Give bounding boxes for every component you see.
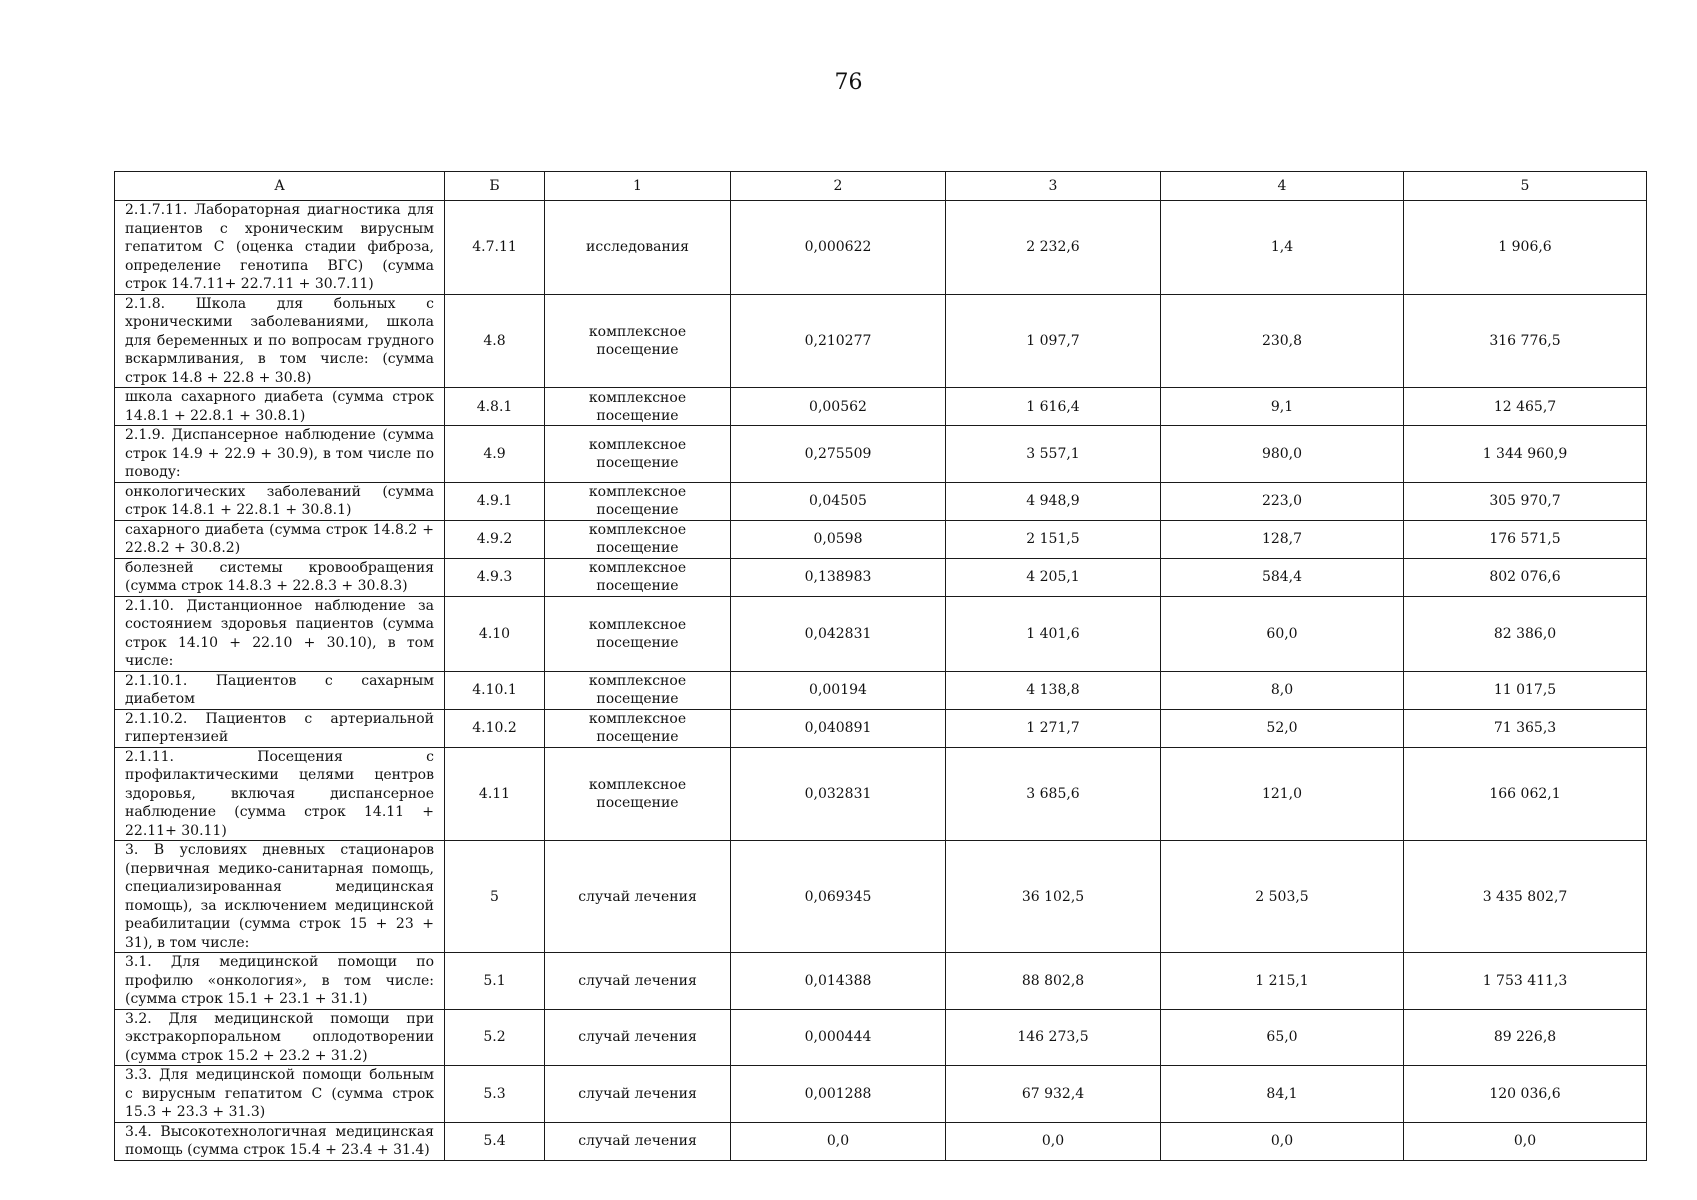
- table-row: [115, 1122, 1647, 1160]
- row-code: 4.7.11: [445, 201, 545, 295]
- row-unit: комплексное посещение: [545, 426, 731, 483]
- row-value-2: 0,275509: [731, 426, 946, 483]
- row-description: 2.1.8. Школа для больных с хроническими заболеваниями, школа для беременных и по вопросам грудного вскармливания, в том числе: (сумма строк 14.8 + 22.8 + 30.8): [115, 294, 445, 388]
- column-header: 1: [545, 172, 731, 201]
- row-description: 2.1.9. Диспансерное наблюдение (сумма строк 14.9 + 22.9 + 30.9), в том числе по поводу:: [115, 426, 445, 483]
- row-value-3: 0,0: [946, 1122, 1161, 1160]
- row-value-5: 0,0: [1404, 1122, 1647, 1160]
- page-number: 76: [834, 70, 863, 95]
- row-value-4: 128,7: [1161, 520, 1404, 558]
- row-value-5: 3 435 802,7: [1404, 841, 1647, 953]
- table-body: [115, 201, 1647, 1161]
- row-unit: случай лечения: [545, 1066, 731, 1123]
- table-row: [115, 1066, 1647, 1123]
- row-value-4: 60,0: [1161, 596, 1404, 671]
- row-value-4: 65,0: [1161, 1009, 1404, 1066]
- row-unit: комплексное посещение: [545, 388, 731, 426]
- row-value-5: 802 076,6: [1404, 558, 1647, 596]
- row-value-5: 1 906,6: [1404, 201, 1647, 295]
- table-row: [115, 558, 1647, 596]
- column-header: А: [115, 172, 445, 201]
- table-row: [115, 426, 1647, 483]
- row-code: 4.8: [445, 294, 545, 388]
- row-unit: комплексное посещение: [545, 558, 731, 596]
- row-value-5: 82 386,0: [1404, 596, 1647, 671]
- row-value-4: 230,8: [1161, 294, 1404, 388]
- row-code: 5: [445, 841, 545, 953]
- row-description: 2.1.11. Посещения с профилактическими целями центров здоровья, включая диспансерное наблюдение (сумма строк 14.11 + 22.11+ 30.11): [115, 747, 445, 841]
- table-row: [115, 841, 1647, 953]
- row-code: 4.9: [445, 426, 545, 483]
- row-description: 2.1.10.2. Пациентов с артериальной гипертензией: [115, 709, 445, 747]
- row-value-3: 2 151,5: [946, 520, 1161, 558]
- row-unit: комплексное посещение: [545, 747, 731, 841]
- row-value-2: 0,00562: [731, 388, 946, 426]
- row-value-4: 584,4: [1161, 558, 1404, 596]
- row-unit: случай лечения: [545, 1009, 731, 1066]
- row-code: 4.10: [445, 596, 545, 671]
- row-code: 5.3: [445, 1066, 545, 1123]
- row-code: 4.9.3: [445, 558, 545, 596]
- row-value-2: 0,000444: [731, 1009, 946, 1066]
- row-value-2: 0,000622: [731, 201, 946, 295]
- row-value-3: 2 232,6: [946, 201, 1161, 295]
- row-value-3: 1 271,7: [946, 709, 1161, 747]
- row-unit: комплексное посещение: [545, 671, 731, 709]
- row-value-5: 12 465,7: [1404, 388, 1647, 426]
- row-description: 2.1.7.11. Лабораторная диагностика для пациентов с хроническим вирусным гепатитом С (оценка стадии фиброза, определение генотипа ВГС) (сумма строк 14.7.11+ 22.7.11 + 30.7.11): [115, 201, 445, 295]
- table-row: [115, 671, 1647, 709]
- row-value-5: 305 970,7: [1404, 482, 1647, 520]
- table-header-row: [115, 172, 1647, 201]
- table-row: [115, 388, 1647, 426]
- row-value-3: 4 138,8: [946, 671, 1161, 709]
- row-code: 5.2: [445, 1009, 545, 1066]
- row-value-2: 0,014388: [731, 953, 946, 1010]
- column-header: 3: [946, 172, 1161, 201]
- row-value-5: 166 062,1: [1404, 747, 1647, 841]
- row-value-3: 3 685,6: [946, 747, 1161, 841]
- row-description: 2.1.10.1. Пациентов с сахарным диабетом: [115, 671, 445, 709]
- column-header: 4: [1161, 172, 1404, 201]
- row-unit: комплексное посещение: [545, 294, 731, 388]
- row-value-2: 0,210277: [731, 294, 946, 388]
- row-value-4: 980,0: [1161, 426, 1404, 483]
- row-code: 4.10.1: [445, 671, 545, 709]
- row-value-3: 1 401,6: [946, 596, 1161, 671]
- row-value-5: 11 017,5: [1404, 671, 1647, 709]
- row-value-3: 4 948,9: [946, 482, 1161, 520]
- row-description: 3.1. Для медицинской помощи по профилю «онкология», в том числе: (сумма строк 15.1 + 23.1 + 31.1): [115, 953, 445, 1010]
- row-unit: случай лечения: [545, 1122, 731, 1160]
- row-code: 4.8.1: [445, 388, 545, 426]
- row-value-2: 0,069345: [731, 841, 946, 953]
- row-code: 5.4: [445, 1122, 545, 1160]
- row-value-4: 1 215,1: [1161, 953, 1404, 1010]
- row-value-2: 0,0598: [731, 520, 946, 558]
- table-row: [115, 953, 1647, 1010]
- row-value-3: 67 932,4: [946, 1066, 1161, 1123]
- row-description: школа сахарного диабета (сумма строк 14.8.1 + 22.8.1 + 30.8.1): [115, 388, 445, 426]
- table-row: [115, 596, 1647, 671]
- row-description: 3.3. Для медицинской помощи больным с вирусным гепатитом С (сумма строк 15.3 + 23.3 + 31.3): [115, 1066, 445, 1123]
- row-value-5: 316 776,5: [1404, 294, 1647, 388]
- table-row: [115, 709, 1647, 747]
- row-value-4: 84,1: [1161, 1066, 1404, 1123]
- row-unit: комплексное посещение: [545, 709, 731, 747]
- row-description: 2.1.10. Дистанционное наблюдение за состоянием здоровья пациентов (сумма строк 14.10 + 22.10 + 30.10), в том числе:: [115, 596, 445, 671]
- row-code: 5.1: [445, 953, 545, 1010]
- row-value-2: 0,032831: [731, 747, 946, 841]
- row-value-3: 4 205,1: [946, 558, 1161, 596]
- row-value-4: 2 503,5: [1161, 841, 1404, 953]
- row-value-4: 121,0: [1161, 747, 1404, 841]
- table-row: [115, 747, 1647, 841]
- row-value-4: 8,0: [1161, 671, 1404, 709]
- row-value-3: 146 273,5: [946, 1009, 1161, 1066]
- row-value-5: 120 036,6: [1404, 1066, 1647, 1123]
- row-value-4: 52,0: [1161, 709, 1404, 747]
- row-description: болезней системы кровообращения (сумма строк 14.8.3 + 22.8.3 + 30.8.3): [115, 558, 445, 596]
- column-header: 5: [1404, 172, 1647, 201]
- row-description: 3.2. Для медицинской помощи при экстракорпоральном оплодотворении (сумма строк 15.2 + 23.2 + 31.2): [115, 1009, 445, 1066]
- row-code: 4.9.1: [445, 482, 545, 520]
- row-value-3: 1 097,7: [946, 294, 1161, 388]
- row-description: онкологических заболеваний (сумма строк 14.8.1 + 22.8.1 + 30.8.1): [115, 482, 445, 520]
- row-value-3: 36 102,5: [946, 841, 1161, 953]
- data-table: [114, 171, 1647, 1161]
- row-description: сахарного диабета (сумма строк 14.8.2 + 22.8.2 + 30.8.2): [115, 520, 445, 558]
- table-row: [115, 294, 1647, 388]
- row-unit: комплексное посещение: [545, 482, 731, 520]
- row-value-2: 0,0: [731, 1122, 946, 1160]
- row-value-4: 223,0: [1161, 482, 1404, 520]
- row-value-3: 1 616,4: [946, 388, 1161, 426]
- row-code: 4.11: [445, 747, 545, 841]
- row-value-3: 3 557,1: [946, 426, 1161, 483]
- row-value-5: 89 226,8: [1404, 1009, 1647, 1066]
- row-value-4: 1,4: [1161, 201, 1404, 295]
- row-code: 4.9.2: [445, 520, 545, 558]
- column-header: 2: [731, 172, 946, 201]
- row-unit: случай лечения: [545, 841, 731, 953]
- row-code: 4.10.2: [445, 709, 545, 747]
- table-row: [115, 482, 1647, 520]
- row-value-2: 0,00194: [731, 671, 946, 709]
- row-description: 3. В условиях дневных стационаров (первичная медико-санитарная помощь, специализированная медицинская помощь), за исключением медицинской реабилитации (сумма строк 15 + 23 + 31), в том числе:: [115, 841, 445, 953]
- row-unit: исследования: [545, 201, 731, 295]
- row-value-2: 0,001288: [731, 1066, 946, 1123]
- row-value-5: 71 365,3: [1404, 709, 1647, 747]
- row-value-5: 1 753 411,3: [1404, 953, 1647, 1010]
- table-row: [115, 1009, 1647, 1066]
- row-value-2: 0,138983: [731, 558, 946, 596]
- row-value-3: 88 802,8: [946, 953, 1161, 1010]
- row-value-2: 0,042831: [731, 596, 946, 671]
- row-value-2: 0,04505: [731, 482, 946, 520]
- row-value-2: 0,040891: [731, 709, 946, 747]
- row-unit: случай лечения: [545, 953, 731, 1010]
- row-value-5: 1 344 960,9: [1404, 426, 1647, 483]
- row-unit: комплексное посещение: [545, 520, 731, 558]
- column-header: Б: [445, 172, 545, 201]
- row-unit: комплексное посещение: [545, 596, 731, 671]
- row-description: 3.4. Высокотехнологичная медицинская помощь (сумма строк 15.4 + 23.4 + 31.4): [115, 1122, 445, 1160]
- row-value-5: 176 571,5: [1404, 520, 1647, 558]
- row-value-4: 9,1: [1161, 388, 1404, 426]
- table-row: [115, 201, 1647, 295]
- row-value-4: 0,0: [1161, 1122, 1404, 1160]
- table-row: [115, 520, 1647, 558]
